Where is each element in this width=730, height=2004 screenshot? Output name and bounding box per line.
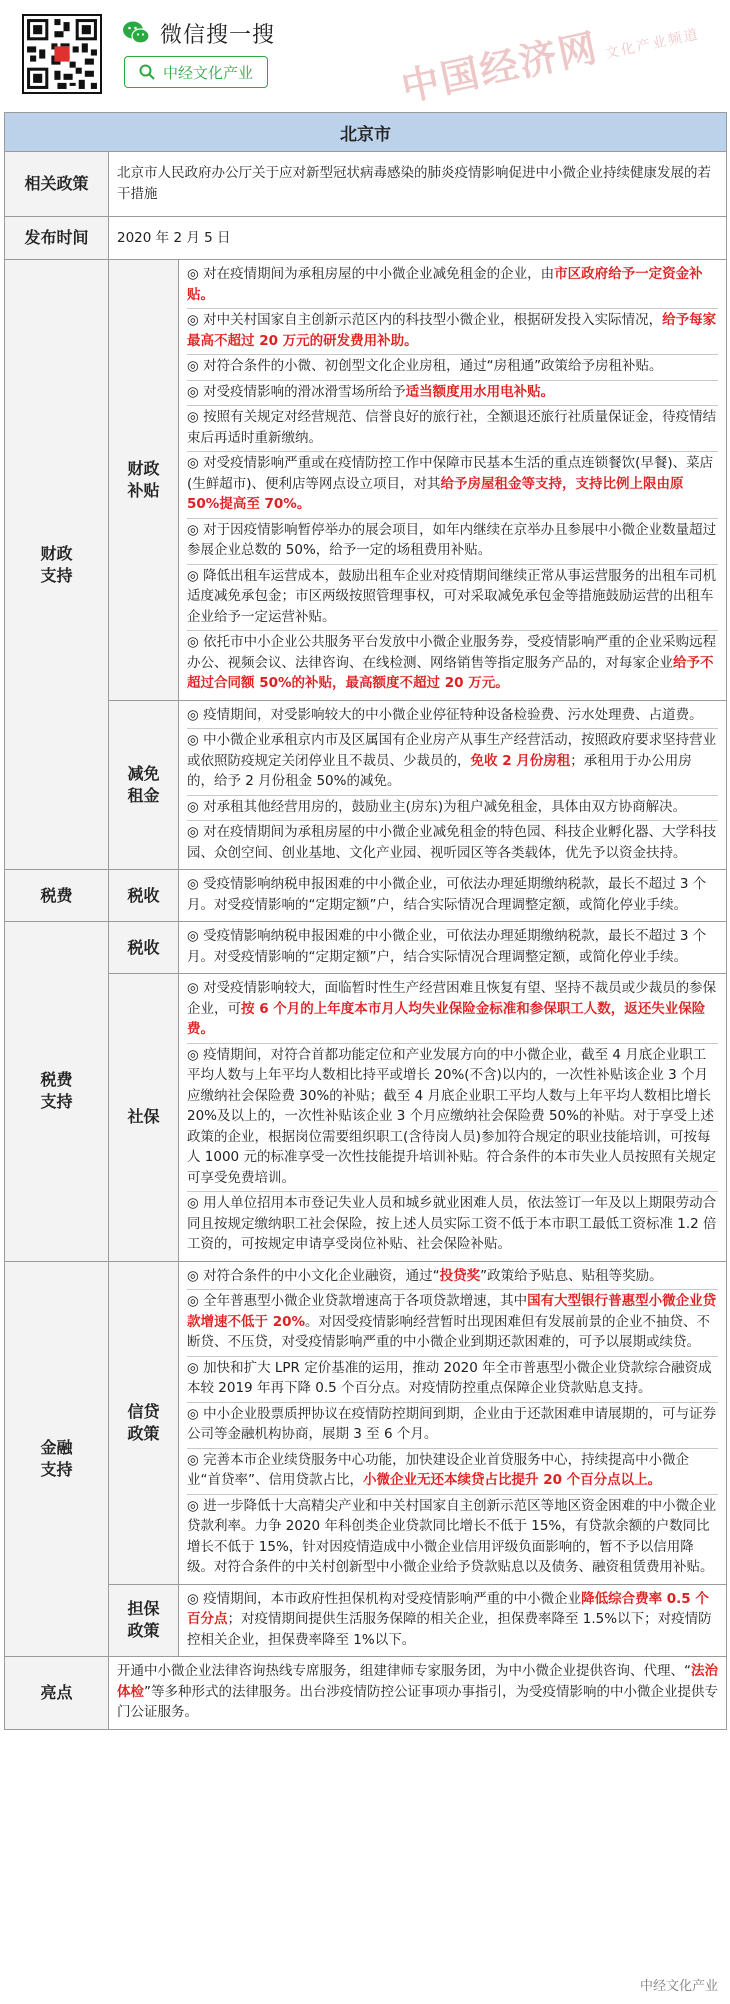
fiscal-support-label: 财政 支持 <box>5 260 109 870</box>
social-insurance-row <box>5 974 727 1262</box>
date-row <box>5 217 727 260</box>
item-text: ◎ 对在疫情期间为承租房屋的中小微企业减免租金的特色园、科技企业孵化器、大学科技园、众创空间、创业基地、文化产业园、视听园区等各类载体，优先予以资金扶持。 <box>187 824 717 861</box>
list-item <box>187 406 718 452</box>
item-text: ◎ 受疫情影响纳税申报困难的中小微企业，可依法办理延期缴纳税款，最长不超过 3 个月。对受疫情影响的“定期定额”户，结合实际情况合理调整定额，或简化停业手续。 <box>187 876 707 913</box>
tax-support-tax-label: 税收 <box>109 922 179 974</box>
wechat-icon <box>122 20 150 46</box>
list-item <box>187 1495 718 1581</box>
highlighted-text: 免收 2 月份房租 <box>470 752 571 769</box>
item-text: ”等多种形式的法律服务。出台涉疫情防控公证事项办事指引，为受疫情影响的中小微企业提供专门公证服务。 <box>117 1683 718 1720</box>
list-item <box>187 729 718 796</box>
list-item <box>187 631 718 697</box>
tax-items-1 <box>179 870 727 922</box>
highlighted-text: 按 6 个月的上年度本市月人均失业保险金标准和参保职工人数，返还失业保险费。 <box>187 1000 706 1037</box>
item-text: ◎ 按照有关规定对经营规范、信誉良好的旅行社，全额退还旅行社质量保证金，待疫情结束后再适时重新缴纳。 <box>187 409 717 446</box>
item-text: ◎ 受疫情影响纳税申报困难的中小微企业，可依法办理延期缴纳税款，最长不超过 3 个月。对受疫情影响的“定期定额”户，结合实际情况合理调整定额，或简化停业手续。 <box>187 928 707 965</box>
item-text: ◎ 降低出租车运营成本，鼓励出租车企业对疫情期间继续正常从事运营服务的出租车司机适度减免承包金；市区两级按照管理事权，可对采取减免承包金等措施鼓励运营的出租车企业给予一定运营补贴。 <box>187 567 717 625</box>
date-value: 2020 年 2 月 5 日 <box>109 217 727 260</box>
qr-code[interactable] <box>22 14 102 94</box>
item-text: ◎ 完善本市企业续贷服务中心功能，加快建设企业首贷服务中心，持续提高中小微企业“首贷率”、信用贷款占比， <box>187 1451 690 1488</box>
highlighted-text: 市区政府给予一定资金补贴。 <box>187 266 703 303</box>
highlighted-text: 法治体检 <box>117 1663 718 1700</box>
item-text: ◎ 对在疫情期间为承租房屋的中小微企业减免租金的企业，由 <box>187 266 555 282</box>
list-item <box>187 1265 718 1291</box>
highlighted-text: 国有大型银行普惠型小微企业贷款增速不低于 20% <box>187 1293 717 1330</box>
rent-reduction-row <box>5 700 727 870</box>
search-pill[interactable] <box>124 56 268 88</box>
item-text: ”政策给予贴息、贴租等奖励。 <box>480 1267 663 1284</box>
watermark: 中国经济网 文化产业频道 <box>397 25 701 110</box>
item-text: 开通中小微企业法律咨询热线专席服务，组建律师专家服务团，为中小微企业提供咨询、代理、“ <box>117 1663 691 1679</box>
fiscal-subsidy-items <box>179 260 727 701</box>
rent-reduction-items <box>179 700 727 870</box>
search-query-text: 中经文化产业 <box>163 63 254 82</box>
list-item <box>187 1449 718 1495</box>
guarantee-policy-label: 担保 政策 <box>109 1584 179 1657</box>
item-text: ◎ 用人单位招用本市登记失业人员和城乡就业困难人员，依法签订一年及以上期限劳动合同且按规定缴纳职工社会保险，按上述人员实际工资不低于本市职工最低工资标准 1.2 倍工资的，可按规定申请享受岗位补贴、社会保险补贴。 <box>187 1195 717 1252</box>
item-text: ◎ 对于因疫情影响暂停举办的展会项目，如年内继续在京举办且参展中小微企业数量超过参展企业总数的 50%，给予一定的场租费用补贴。 <box>187 521 717 558</box>
list-item <box>187 1192 718 1258</box>
highlighted-text: 适当额度用水用电补贴。 <box>405 383 555 400</box>
tax-support-tax-items <box>179 922 727 974</box>
item-text: ◎ 对符合条件的中小文化企业融资，通过“ <box>187 1267 440 1284</box>
item-text: ◎ 对承租其他经营用房的，鼓励业主(房东)为租户减免租金，具体由双方协商解决。 <box>187 798 687 815</box>
list-item <box>187 1044 718 1193</box>
item-text: ◎ 中小企业股票质押协议在疫情防控期间到期，企业由于还款困难申请展期的，可与证券公司等金融机构协商，展期 3 至 6 个月。 <box>187 1405 717 1442</box>
rent-reduction-label: 减免 租金 <box>109 700 179 870</box>
search-brand-title: 微信搜一搜 <box>160 22 276 48</box>
item-text: ◎ 进一步降低十大高精尖产业和中关村国家自主创新示范区等地区资金困难的中小微企业贷款利率。力争 2020 年科创类企业贷款同比增长不低于 15%，有贷款余额的户数同比增长不低于 15%，针对因疫情造成中小微企业信用评级负面影响的，暂不予以信用降级。对符合条件的中关村创新型中小微企业给予贷款贴息以及债务、融资租赁费用补贴。 <box>187 1497 717 1575</box>
list-item <box>187 1588 718 1654</box>
item-text: ◎ 对符合条件的小微、初创型文化企业房租，通过“房租通”政策给予房租补贴。 <box>187 358 663 374</box>
item-text: ◎ 疫情期间，对符合首都功能定位和产业发展方向的中小微企业，截至 4 月底企业职工平均人数与上年平均人数相比持平或增长 20%(不含)以内的，一次性补贴该企业 3 个月应缴纳社会保险费 30%的补贴；截至 4 月底企业职工平均人数与上年平均人数相比增长 20%及以上的，一次性补贴该企业 3 个月应缴纳社会保险费 50%的补贴。对于享受上述政策的企业，根据岗位需要组织职工(含待岗人员)参加符合规定的职业技能培训，可按每人 1000 元的标准享受一次性技能提升培训补贴。符合条件的本市失业人员按照有关规定可享受免费培训。 <box>187 1046 716 1186</box>
list-item <box>187 873 718 918</box>
item-text: ；承租用于办公用房的，给予 2 月份租金 50%的减免。 <box>187 752 692 789</box>
highlighted-text: 降低综合费率 0.5 个百分点 <box>187 1590 709 1627</box>
list-item <box>187 796 718 822</box>
wechat-search-brand <box>122 18 275 48</box>
item-text: ◎ 全年普惠型小微企业贷款增速高于各项贷款增速，其中 <box>187 1293 528 1309</box>
item-text: ◎ 疫情期间，对受影响较大的中小微企业停征特种设备检验费、污水处理费、占道费。 <box>187 706 703 723</box>
item-text: ◎ 加快和扩大 LPR 定价基准的运用，推动 2020 年全市普惠型小微企业贷款综合融资成本较 2019 年再下降 0.5 个百分点。对疫情防控重点保障企业贷款贴息支持。 <box>187 1359 712 1396</box>
list-item <box>187 704 718 730</box>
qr-code-icon <box>24 16 100 92</box>
item-text: ◎ 中小微企业承租京内市及区属国有企业房产从事生产经营活动，按照政府要求坚持营业或依照防疫规定关闭停业且不裁员、少裁员的， <box>187 732 717 769</box>
item-text: 。对因受疫情影响经营暂时出现困难但有发展前景的企业不抽贷、不断贷、不压贷，对受疫情影响严重的中小微企业到期还款困难的，可予以展期或续贷。 <box>187 1313 711 1350</box>
list-item <box>187 381 718 407</box>
guarantee-policy-items <box>179 1584 727 1657</box>
social-insurance-label: 社保 <box>109 974 179 1262</box>
fiscal-subsidy-label: 财政 补贴 <box>109 260 179 701</box>
highlight-label: 亮点 <box>5 1657 109 1730</box>
highlighted-text: 给予不超过合同额 50%的补贴，最高额度不超过 20 万元。 <box>187 654 714 691</box>
social-insurance-items <box>179 974 727 1262</box>
list-item <box>117 1660 718 1726</box>
list-item <box>187 263 718 309</box>
highlight-items <box>109 1657 727 1730</box>
credit-policy-row <box>5 1261 727 1584</box>
tax-sub-label-1: 税收 <box>109 870 179 922</box>
highlighted-text: 给予每家最高不超过 20 万元的研发费用补助。 <box>187 312 717 349</box>
tax-support-label: 税费 支持 <box>5 922 109 1262</box>
tax-row-1 <box>5 870 727 922</box>
item-text: ◎ 疫情期间，本市政府性担保机构对受疫情影响严重的中小微企业 <box>187 1590 582 1607</box>
list-item <box>187 309 718 355</box>
item-text: ◎ 对受疫情影响的滑冰滑雪场所给予 <box>187 383 406 400</box>
list-item <box>187 925 718 970</box>
footer-brand: 中经文化产业 <box>639 1979 718 1994</box>
highlighted-text: 投贷奖 <box>439 1267 481 1284</box>
item-text: ◎ 对受疫情影响严重或在疫情防控工作中保障市民基本生活的重点连锁餐饮(早餐)、菜店(生鲜超市)、便利店等网点设立项目，对其 <box>187 455 714 492</box>
policy-row <box>5 152 727 217</box>
finance-support-label: 金融 支持 <box>5 1261 109 1657</box>
city-header-row <box>5 113 727 152</box>
policy-label: 相关政策 <box>5 152 109 217</box>
list-item <box>187 1357 718 1403</box>
list-item <box>187 1403 718 1449</box>
item-text: ◎ 依托市中小企业公共服务平台发放中小微企业服务券，受疫情影响严重的企业采购远程办公、视频会议、法律咨询、在线检测、网络销售等指定服务产品的，对每家企业 <box>187 634 717 671</box>
tax-label-1: 税费 <box>5 870 109 922</box>
list-item <box>187 977 718 1044</box>
list-item <box>187 452 718 519</box>
top-banner <box>0 0 730 112</box>
search-icon <box>139 64 155 80</box>
city-title: 北京市 <box>5 113 727 152</box>
item-text: ◎ 对受疫情影响较大，面临暂时性生产经营困难且恢复有望、坚持不裁员或少裁员的参保企业，可 <box>187 980 717 1017</box>
highlight-row <box>5 1657 727 1730</box>
policy-value: 北京市人民政府办公厅关于应对新型冠状病毒感染的肺炎疫情影响促进中小微企业持续健康发展的若干措施 <box>109 152 727 217</box>
fiscal-subsidy-row <box>5 260 727 701</box>
list-item <box>187 519 718 565</box>
list-item <box>187 565 718 632</box>
list-item <box>187 355 718 381</box>
item-text: ◎ 对中关村国家自主创新示范区内的科技型小微企业，根据研发投入实际情况， <box>187 312 663 328</box>
highlighted-text: 小微企业无还本续贷占比提升 20 个百分点以上。 <box>363 1472 662 1488</box>
list-item <box>187 821 718 866</box>
date-label: 发布时间 <box>5 217 109 260</box>
policy-table <box>4 112 727 1730</box>
tax-support-tax-row <box>5 922 727 974</box>
credit-policy-items <box>179 1261 727 1584</box>
guarantee-policy-row <box>5 1584 727 1657</box>
highlighted-text: 给予房屋租金等支持，支持比例上限由原 50%提高至 70%。 <box>187 475 684 512</box>
list-item <box>187 1290 718 1357</box>
credit-policy-label: 信贷 政策 <box>109 1261 179 1584</box>
item-text: ；对疫情期间提供生活服务保障的相关企业，担保费率降至 1.5%以下；对疫情防控相关企业，担保费率降至 1%以下。 <box>187 1611 712 1648</box>
